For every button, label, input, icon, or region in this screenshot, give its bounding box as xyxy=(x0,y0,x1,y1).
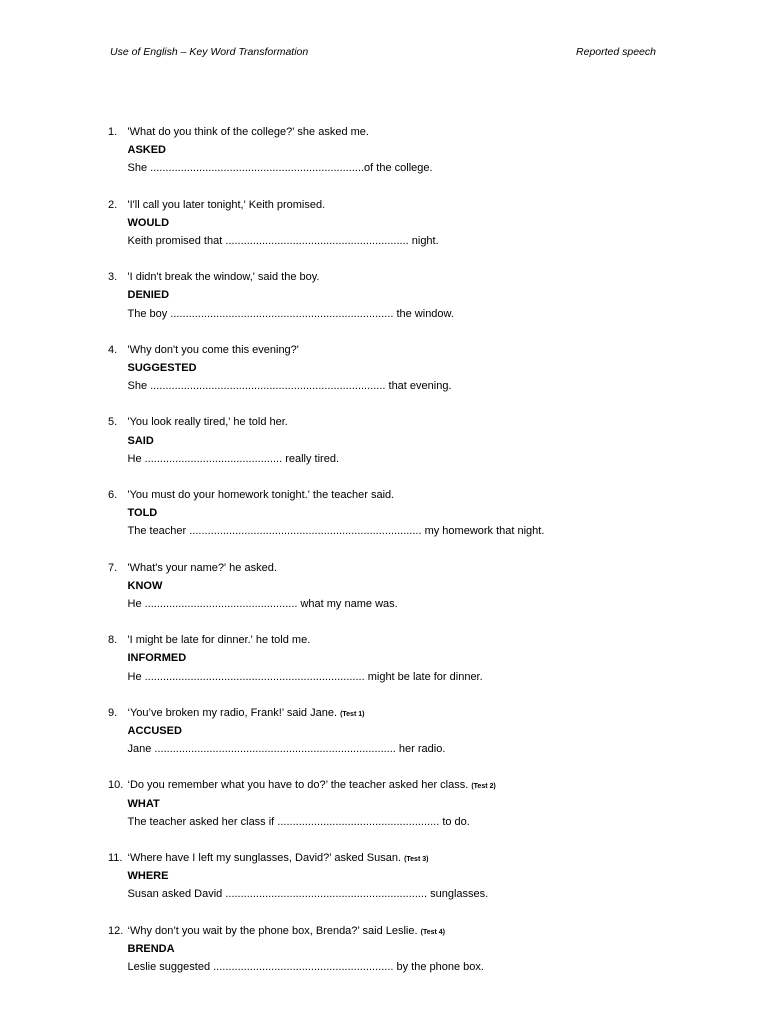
prompt-text: 'You must do your homework tonight.' the teacher said. xyxy=(127,488,395,501)
item-prompt xyxy=(128,413,288,431)
item-number: 3. xyxy=(108,271,118,284)
item-answer: The boy ......................................................................... the window. xyxy=(127,307,454,320)
item-keyword: SAID xyxy=(127,434,154,447)
item-answer: Keith promised that ............................................................ night. xyxy=(127,234,439,247)
item-keyword: BRENDA xyxy=(127,942,175,955)
exercise-item xyxy=(108,123,688,196)
exercise-item xyxy=(108,776,688,849)
prompt-text: 'I'll call you later tonight,' Keith promised. xyxy=(127,198,326,211)
exercise-item xyxy=(108,341,688,414)
prompt-text: ‘Where have I left my sunglasses, David?’ asked Susan. xyxy=(127,851,402,864)
item-number: 11. xyxy=(108,851,123,864)
header-topic: Reported speech xyxy=(576,46,656,58)
item-keyword: KNOW xyxy=(127,579,163,592)
item-prompt xyxy=(128,849,429,869)
test-note: (Test 3) xyxy=(404,855,429,863)
test-note: (Test 4) xyxy=(420,928,445,936)
exercise-item xyxy=(108,413,688,486)
prompt-text: 'What do you think of the college?' she asked me. xyxy=(127,126,369,138)
item-answer: The teacher asked her class if ..................................................... to do. xyxy=(127,815,470,828)
item-number: 5. xyxy=(108,416,118,429)
prompt-text: 'You look really tired,' he told her. xyxy=(127,416,288,429)
exercise-item xyxy=(108,268,688,341)
item-prompt xyxy=(128,341,299,359)
item-keyword: WOULD xyxy=(127,216,170,229)
exercise-item xyxy=(108,486,688,559)
test-note: (Test 1) xyxy=(340,710,365,718)
prompt-text: 'I didn't break the window,' said the boy. xyxy=(127,271,320,284)
item-prompt xyxy=(128,631,311,649)
item-prompt xyxy=(128,486,395,504)
item-prompt xyxy=(128,123,369,141)
item-prompt xyxy=(128,559,277,577)
exercise-item xyxy=(108,196,688,269)
item-prompt xyxy=(128,196,326,214)
exercise-list xyxy=(108,123,688,994)
item-number: 8. xyxy=(108,634,118,647)
item-keyword: DENIED xyxy=(127,289,170,302)
item-prompt xyxy=(128,922,445,942)
item-keyword: SUGGESTED xyxy=(127,361,197,374)
exercise-item xyxy=(108,849,688,922)
item-prompt xyxy=(128,268,320,286)
item-answer: Jane ............................................................................... her radio. xyxy=(127,743,446,756)
item-number: 4. xyxy=(108,343,118,356)
prompt-text: 'Why don't you come this evening?' xyxy=(127,343,299,356)
item-keyword: WHAT xyxy=(127,797,160,810)
test-note: (Test 2) xyxy=(471,783,496,791)
item-keyword: INFORMED xyxy=(127,652,187,665)
header-title: Use of English – Key Word Transformation xyxy=(110,46,309,58)
item-keyword: TOLD xyxy=(127,507,158,520)
item-number: 6. xyxy=(108,488,118,501)
exercise-item xyxy=(108,922,688,995)
prompt-text: 'What's your name?' he asked. xyxy=(127,561,277,574)
item-number: 9. xyxy=(108,706,118,719)
item-number: 2. xyxy=(108,198,118,211)
item-answer: She ......................................................................of the college. xyxy=(127,162,433,175)
prompt-text: ‘Why don’t you wait by the phone box, Brenda?’ said Leslie. xyxy=(127,924,418,937)
item-answer: He ........................................................................ might be late for dinner. xyxy=(127,670,483,683)
item-keyword: WHERE xyxy=(127,870,169,883)
item-number: 7. xyxy=(108,561,118,574)
page-header xyxy=(110,46,656,60)
item-answer: The teacher ............................................................................ my homework that night. xyxy=(127,525,545,538)
prompt-text: 'I might be late for dinner.' he told me. xyxy=(127,634,311,647)
exercise-item xyxy=(108,704,688,777)
item-answer: He ............................................. really tired. xyxy=(127,452,339,465)
item-keyword: ASKED xyxy=(127,144,167,157)
item-number: 1. xyxy=(108,126,118,138)
exercise-item xyxy=(108,559,688,632)
item-answer: He .................................................. what my name was. xyxy=(127,597,398,610)
item-prompt xyxy=(128,776,496,796)
prompt-text: ‘You’ve broken my radio, Frank!’ said Jane. xyxy=(127,706,338,719)
prompt-text: ‘Do you remember what you have to do?’ the teacher asked her class. xyxy=(127,779,469,792)
item-answer: She ............................................................................. that evening. xyxy=(127,380,452,393)
exercise-item xyxy=(108,631,688,704)
item-prompt xyxy=(128,704,365,724)
item-answer: Susan asked David .................................................................. sunglasses. xyxy=(127,888,489,901)
item-number: 12. xyxy=(108,924,124,937)
item-answer: Leslie suggested ........................................................... by the phone box. xyxy=(127,960,484,973)
item-keyword: ACCUSED xyxy=(127,724,182,737)
item-number: 10. xyxy=(108,779,124,792)
